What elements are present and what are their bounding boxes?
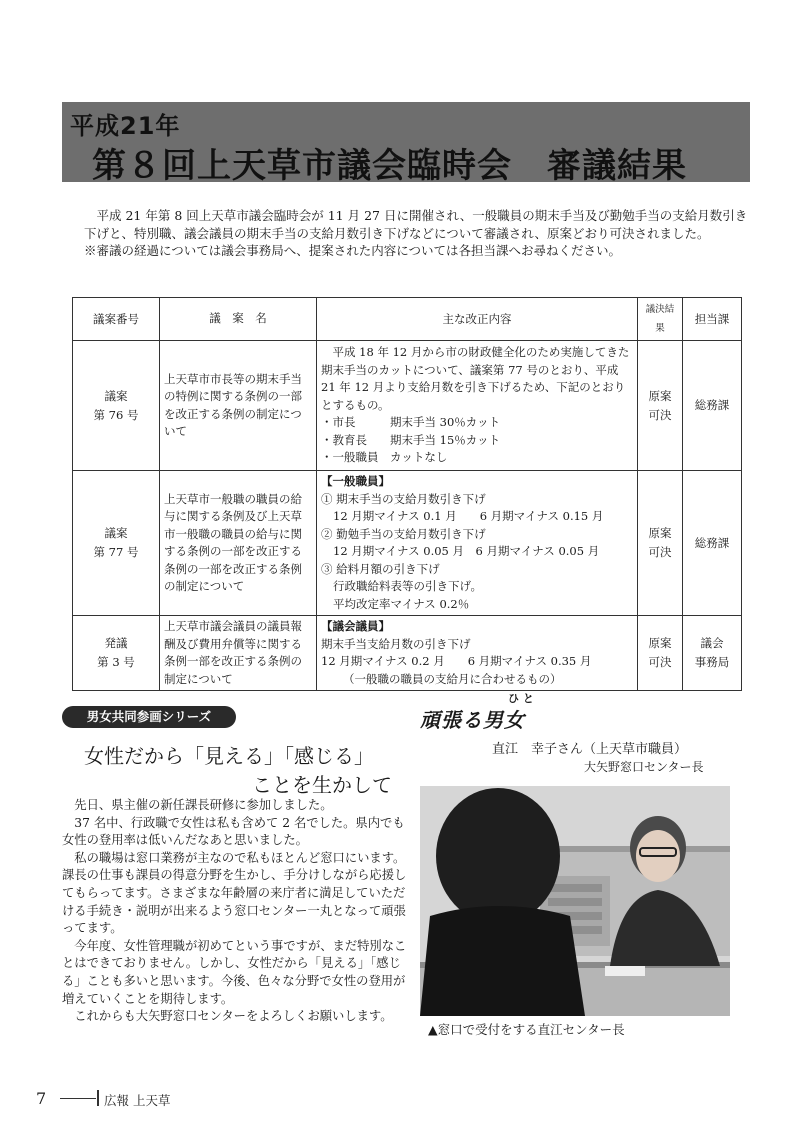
results-table <box>72 297 742 691</box>
row-result-2: 可決 <box>648 655 672 669</box>
content-line: 12 月期マイナス 0.2 月 6 月期マイナス 0.35 月 <box>321 654 592 668</box>
header-title: 第８回上天草市議会臨時会 審議結果 <box>92 146 687 186</box>
header-number: 議案番号 <box>73 298 160 341</box>
row-number <box>73 341 160 471</box>
row-dept-1: 総務課 <box>694 398 730 412</box>
row-number-type: 発議 <box>104 636 128 650</box>
table-row <box>73 616 742 691</box>
row-number <box>73 616 160 691</box>
row-content <box>317 341 638 471</box>
table-header-row <box>73 298 742 341</box>
content-line: 平均改定率マイナス 0.2％ <box>333 596 470 611</box>
row-name: 上天草市市長等の期末手当の特例に関する条例の一部を改正する条例の制定について <box>160 341 317 471</box>
content-line: ② 勤勉手当の支給月数引き下げ <box>321 526 486 541</box>
header-name: 議 案 名 <box>160 298 317 341</box>
row-number-type: 議案 <box>104 526 128 540</box>
header-dept: 担当課 <box>683 298 742 341</box>
content-line: ③ 給料月額の引き下げ <box>321 561 440 576</box>
row-result-2: 可決 <box>648 545 672 559</box>
article-title-line2: ことを生かして <box>252 773 392 797</box>
row-dept <box>683 616 742 691</box>
article-body <box>62 797 414 1026</box>
photo-illustration <box>420 786 730 1016</box>
page-number: 7 <box>36 1089 47 1108</box>
content-line: ① 期末手当の支給月数引き下げ <box>321 491 486 506</box>
content-line: ・一般職員 カットなし <box>321 450 448 465</box>
content-line: ・教育長 期末手当 15％カット <box>321 432 501 447</box>
intro-note: ※審議の経過については議会事務局へ、提案された内容については各担当課へお尋ねください。 <box>84 243 622 258</box>
row-number-no: 第 76 号 <box>93 407 139 422</box>
profile-photo <box>420 786 730 1016</box>
content-line: （一般職の職員の支給月に合わせるもの） <box>343 671 562 686</box>
row-content <box>317 616 638 691</box>
content-line: 12 月期マイナス 0.1 月 6 月期マイナス 0.15 月 <box>333 509 604 523</box>
row-result-1: 原案 <box>648 388 672 403</box>
header-banner <box>62 102 750 186</box>
article-paragraph: 37 名中、行政職で女性は私も含めて 2 名でした。県内でも女性の登用率は低いんだなあと思いました。 <box>62 815 405 848</box>
row-content <box>317 471 638 616</box>
content-line: 平成 18 年 12 月から市の財政健全化のため実施してきた期末手当のカットについて、議案第 77 号のとおり、平成 21 年 12 月より支給月数を引き下げるため、下記のとおりとするもの。 <box>321 345 630 412</box>
row-result-1: 原案 <box>648 526 672 540</box>
profile-name: 直江 幸子さん（上天草市職員） <box>492 742 688 757</box>
content-line: 12 月期マイナス 0.05 月 6 月期マイナス 0.05 月 <box>333 544 600 558</box>
profile-heading: 頑張る男女 <box>420 708 525 732</box>
header-year: 平成21年 <box>70 112 181 140</box>
content-line: ・市長 期末手当 30％カット <box>321 415 501 430</box>
row-number-no: 第 77 号 <box>93 545 139 559</box>
magazine-name: 広報 上天草 <box>104 1093 171 1108</box>
profile-role: 大矢野窓口センター長 <box>584 760 704 774</box>
article-title-line1: 女性だから「見える」「感じる」 <box>84 744 374 768</box>
content-line: 期末手当支給月数の引き下げ <box>321 636 471 651</box>
row-result <box>638 341 683 471</box>
table-row <box>73 471 742 616</box>
row-dept <box>683 341 742 471</box>
row-name: 上天草市議会議員の議員報酬及び費用弁償等に関する条例一部を改正する条例の制定について <box>160 616 317 691</box>
row-number-no: 第 3 号 <box>97 655 135 669</box>
content-line: 行政職給料表等の引き下げ。 <box>333 579 483 593</box>
photo-caption: ▲窓口で受付をする直江センター長 <box>428 1022 625 1037</box>
table-row <box>73 341 742 471</box>
heading-ruby: ひ と <box>508 692 534 705</box>
row-name: 上天草市一般職の職員の給与に関する条例及び上天草市一般職の職員の給与に関する条例の一部を改正する条例の一部を改正する条例の制定について <box>160 471 317 616</box>
article-paragraph: 今年度、女性管理職が初めてという事ですが、まだ特別なことはできておりません。しかし、女性だから「見える」「感じる」ことも多いと思います。今後、色々な分野で女性の登用が増えていくことを期待します。 <box>62 938 407 1006</box>
header-content: 主な改正内容 <box>317 298 638 341</box>
article-paragraph: これからも大矢野窓口センターをよろしくお願いします。 <box>74 1009 393 1024</box>
row-result <box>638 616 683 691</box>
content-heading: 【議会議員】 <box>321 619 390 633</box>
row-number-type: 議案 <box>104 388 128 403</box>
row-result-1: 原案 <box>648 636 672 650</box>
footer-divider <box>97 1090 99 1106</box>
row-dept-2: 事務局 <box>694 655 730 669</box>
row-dept-1: 議会 <box>700 636 724 650</box>
row-result-2: 可決 <box>648 407 672 422</box>
row-number <box>73 471 160 616</box>
row-dept <box>683 471 742 616</box>
header-result: 議決結果 <box>638 298 683 341</box>
article-paragraph: 先日、県主催の新任課長研修に参加しました。 <box>74 798 333 812</box>
row-result <box>638 471 683 616</box>
footer-rule <box>60 1098 96 1099</box>
intro-paragraph: 平成 21 年第 8 回上天草市議会臨時会が 11 月 27 日に開催され、一般職員の期末手当及び勤勉手当の支給月数引き下げと、特別職、議会議員の期末手当の支給月数引き下げなどについて審議され、原案どおり可決されました。 <box>84 208 748 241</box>
series-badge: 男女共同参画シリーズ <box>62 706 236 728</box>
intro-text <box>84 207 748 260</box>
content-heading: 【一般職員】 <box>321 474 390 488</box>
row-dept-1: 総務課 <box>694 535 730 550</box>
article-paragraph: 私の職場は窓口業務が主なので私もほとんど窓口にいます。課長の仕事も課員の得意分野を生かし、手分けしながら応援してもらってます。さまざまな年齢層の来庁者に満足していただける手続き・説明が出来るよう窓口センター一丸となって頑張ってます。 <box>62 850 407 936</box>
